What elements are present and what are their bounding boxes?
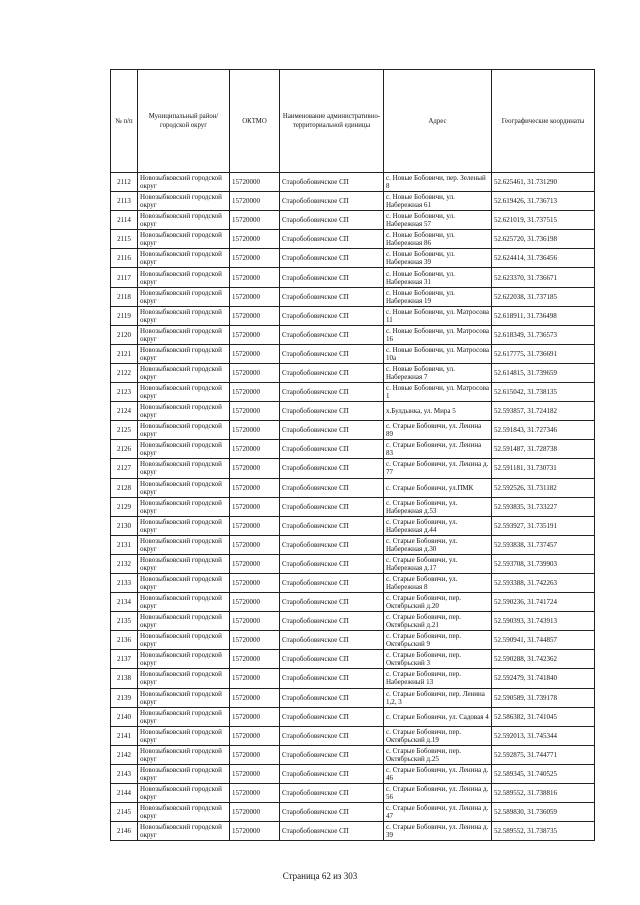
- oktmo-cell: 15720000: [230, 192, 280, 211]
- unit-cell: Старобобовичское СП: [280, 535, 384, 554]
- address-cell: с. Старые Бобовичи, ул. Ленина д. 39: [384, 822, 492, 841]
- coords-cell: 52.592875, 31.744771: [492, 745, 595, 764]
- unit-cell: Старобобовичское СП: [280, 211, 384, 230]
- address-cell: с. Старые Бобовичи, ул. Ленина 83: [384, 440, 492, 459]
- coords-cell: 52.590393, 31.743913: [492, 612, 595, 631]
- coords-cell: 52.625461, 31.731290: [492, 173, 595, 192]
- coords-cell: 52.593708, 31.739903: [492, 554, 595, 573]
- oktmo-cell: 15720000: [230, 612, 280, 631]
- oktmo-cell: 15720000: [230, 745, 280, 764]
- table-row: [111, 344, 595, 363]
- oktmo-cell: 15720000: [230, 230, 280, 249]
- oktmo-cell: 15720000: [230, 803, 280, 822]
- row-number: 2146: [111, 822, 138, 841]
- header-municipality: Муниципальный район/городской округ: [138, 70, 230, 173]
- oktmo-cell: 15720000: [230, 535, 280, 554]
- table-row: [111, 612, 595, 631]
- row-number: 2119: [111, 306, 138, 325]
- table-row: [111, 669, 595, 688]
- row-number: 2144: [111, 784, 138, 803]
- coords-cell: 52.618911, 31.736498: [492, 306, 595, 325]
- address-cell: с. Старые Бобовичи, ул. Ленина 89: [384, 421, 492, 440]
- unit-cell: Старобобовичское СП: [280, 745, 384, 764]
- oktmo-cell: 15720000: [230, 573, 280, 592]
- table-row: [111, 593, 595, 612]
- address-cell: с. Старые Бобовичи, пер. Октябрьский д.21: [384, 612, 492, 631]
- table-row: [111, 383, 595, 402]
- oktmo-cell: 15720000: [230, 822, 280, 841]
- coords-cell: 52.590236, 31.741724: [492, 593, 595, 612]
- address-cell: с. Старые Бобовичи, ул. Набережная д.30: [384, 535, 492, 554]
- oktmo-cell: 15720000: [230, 784, 280, 803]
- coords-cell: 52.589345, 31.740525: [492, 764, 595, 783]
- address-cell: с. Новые Бобовичи, пер. Зеленый 8: [384, 173, 492, 192]
- oktmo-cell: 15720000: [230, 669, 280, 688]
- unit-cell: Старобобовичское СП: [280, 402, 384, 421]
- municipality-cell: Новозыбковский городской округ: [138, 803, 230, 822]
- coords-cell: 52.590941, 31.744857: [492, 631, 595, 650]
- table-row: [111, 764, 595, 783]
- address-cell: с. Старые Бобовичи, пер. Октябрьский 3: [384, 650, 492, 669]
- row-number: 2131: [111, 535, 138, 554]
- header-unit: Наименование административно-территориальной единицы: [280, 70, 384, 173]
- row-number: 2142: [111, 745, 138, 764]
- table-row: [111, 784, 595, 803]
- row-number: 2135: [111, 612, 138, 631]
- row-number: 2122: [111, 363, 138, 382]
- municipality-cell: Новозыбковский городской округ: [138, 383, 230, 402]
- coords-cell: 52.591181, 31.730731: [492, 459, 595, 478]
- municipality-cell: Новозыбковский городской округ: [138, 688, 230, 707]
- coords-cell: 52.593927, 31.735191: [492, 516, 595, 535]
- oktmo-cell: 15720000: [230, 459, 280, 478]
- municipality-cell: Новозыбковский городской округ: [138, 173, 230, 192]
- row-number: 2121: [111, 344, 138, 363]
- row-number: 2117: [111, 268, 138, 287]
- row-number: 2125: [111, 421, 138, 440]
- row-number: 2143: [111, 764, 138, 783]
- unit-cell: Старобобовичское СП: [280, 192, 384, 211]
- row-number: 2115: [111, 230, 138, 249]
- municipality-cell: Новозыбковский городской округ: [138, 612, 230, 631]
- row-number: 2113: [111, 192, 138, 211]
- coords-cell: 52.592479, 31.741840: [492, 669, 595, 688]
- unit-cell: Старобобовичское СП: [280, 669, 384, 688]
- table-row: [111, 268, 595, 287]
- oktmo-cell: 15720000: [230, 516, 280, 535]
- address-cell: с. Старые Бобовичи, пер. Октябрьский д.25: [384, 745, 492, 764]
- table-row: [111, 650, 595, 669]
- row-number: 2124: [111, 402, 138, 421]
- coords-cell: 52.623370, 31.736671: [492, 268, 595, 287]
- coords-cell: 52.625720, 31.736198: [492, 230, 595, 249]
- municipality-cell: Новозыбковский городской округ: [138, 440, 230, 459]
- table-row: [111, 211, 595, 230]
- unit-cell: Старобобовичское СП: [280, 822, 384, 841]
- row-number: 2138: [111, 669, 138, 688]
- unit-cell: Старобобовичское СП: [280, 631, 384, 650]
- municipality-cell: Новозыбковский городской округ: [138, 497, 230, 516]
- municipality-cell: Новозыбковский городской округ: [138, 192, 230, 211]
- municipality-cell: Новозыбковский городской округ: [138, 287, 230, 306]
- oktmo-cell: 15720000: [230, 764, 280, 783]
- unit-cell: Старобобовичское СП: [280, 344, 384, 363]
- table-row: [111, 822, 595, 841]
- row-number: 2132: [111, 554, 138, 573]
- municipality-cell: Новозыбковский городской округ: [138, 554, 230, 573]
- table-row: [111, 478, 595, 497]
- municipality-cell: Новозыбковский городской округ: [138, 249, 230, 268]
- coords-cell: 52.589552, 31.738735: [492, 822, 595, 841]
- address-cell: с. Новые Бобовичи, ул. Набережная 86: [384, 230, 492, 249]
- unit-cell: Старобобовичское СП: [280, 707, 384, 726]
- municipality-cell: Новозыбковский городской округ: [138, 726, 230, 745]
- municipality-cell: Новозыбковский городской округ: [138, 268, 230, 287]
- table-row: [111, 573, 595, 592]
- coords-cell: 52.591843, 31.727346: [492, 421, 595, 440]
- address-cell: с. Новые Бобовичи, ул. Набережная 31: [384, 268, 492, 287]
- table-row: [111, 707, 595, 726]
- coords-cell: 52.614815, 31.739659: [492, 363, 595, 382]
- address-cell: с. Старые Бобовичи, ул. Набережная д.17: [384, 554, 492, 573]
- registry-table: [110, 69, 595, 841]
- coords-cell: 52.586382, 31.741045: [492, 707, 595, 726]
- address-cell: с. Новые Бобовичи, ул. Матросова 16: [384, 325, 492, 344]
- oktmo-cell: 15720000: [230, 726, 280, 745]
- oktmo-cell: 15720000: [230, 421, 280, 440]
- address-cell: с. Новые Бобовичи, ул. Набережная 61: [384, 192, 492, 211]
- row-number: 2145: [111, 803, 138, 822]
- address-cell: с. Старые Бобовичи, ул. Ленина д. 47: [384, 803, 492, 822]
- unit-cell: Старобобовичское СП: [280, 554, 384, 573]
- address-cell: с. Новые Бобовичи, ул. Набережная 39: [384, 249, 492, 268]
- municipality-cell: Новозыбковский городской округ: [138, 631, 230, 650]
- unit-cell: Старобобовичское СП: [280, 306, 384, 325]
- table-row: [111, 803, 595, 822]
- coords-cell: 52.593857, 31.724182: [492, 402, 595, 421]
- table-row: [111, 516, 595, 535]
- oktmo-cell: 15720000: [230, 650, 280, 669]
- unit-cell: Старобобовичское СП: [280, 478, 384, 497]
- header-coords: Географические координаты: [492, 70, 595, 173]
- table-row: [111, 249, 595, 268]
- row-number: 2112: [111, 173, 138, 192]
- address-cell: с. Старые Бобовичи, ул. Набережная 8: [384, 573, 492, 592]
- unit-cell: Старобобовичское СП: [280, 363, 384, 382]
- coords-cell: 52.618349, 31.736573: [492, 325, 595, 344]
- table-row: [111, 230, 595, 249]
- unit-cell: Старобобовичское СП: [280, 573, 384, 592]
- address-cell: с. Новые Бобовичи, ул. Набережная 7: [384, 363, 492, 382]
- unit-cell: Старобобовичское СП: [280, 764, 384, 783]
- municipality-cell: Новозыбковский городской округ: [138, 211, 230, 230]
- municipality-cell: Новозыбковский городской округ: [138, 669, 230, 688]
- coords-cell: 52.589552, 31.738816: [492, 784, 595, 803]
- table-row: [111, 287, 595, 306]
- row-number: 2120: [111, 325, 138, 344]
- table-row: [111, 440, 595, 459]
- coords-cell: 52.621019, 31.737515: [492, 211, 595, 230]
- row-number: 2137: [111, 650, 138, 669]
- table-row: [111, 745, 595, 764]
- oktmo-cell: 15720000: [230, 440, 280, 459]
- municipality-cell: Новозыбковский городской округ: [138, 478, 230, 497]
- oktmo-cell: 15720000: [230, 593, 280, 612]
- address-cell: с. Старые Бобовичи, ул.ПМК: [384, 478, 492, 497]
- coords-cell: 52.624414, 31.736456: [492, 249, 595, 268]
- table-row: [111, 497, 595, 516]
- table-row: [111, 726, 595, 745]
- municipality-cell: Новозыбковский городской округ: [138, 707, 230, 726]
- row-number: 2118: [111, 287, 138, 306]
- address-cell: х.Булдынка, ул. Мира 5: [384, 402, 492, 421]
- coords-cell: 52.589830, 31.736059: [492, 803, 595, 822]
- address-cell: с. Новые Бобовичи, ул. Набережная 57: [384, 211, 492, 230]
- unit-cell: Старобобовичское СП: [280, 383, 384, 402]
- municipality-cell: Новозыбковский городской округ: [138, 593, 230, 612]
- municipality-cell: Новозыбковский городской округ: [138, 363, 230, 382]
- table-row: [111, 363, 595, 382]
- municipality-cell: Новозыбковский городской округ: [138, 306, 230, 325]
- coords-cell: 52.619426, 31.736713: [492, 192, 595, 211]
- coords-cell: 52.617775, 31.736691: [492, 344, 595, 363]
- oktmo-cell: 15720000: [230, 363, 280, 382]
- row-number: 2130: [111, 516, 138, 535]
- address-cell: с. Старые Бобовичи, пер. Ленина 1,2, 3: [384, 688, 492, 707]
- row-number: 2134: [111, 593, 138, 612]
- oktmo-cell: 15720000: [230, 211, 280, 230]
- address-cell: с. Старые Бобовичи, ул. Ленина д. 46: [384, 764, 492, 783]
- coords-cell: 52.615042, 31.738135: [492, 383, 595, 402]
- oktmo-cell: 15720000: [230, 478, 280, 497]
- row-number: 2136: [111, 631, 138, 650]
- address-cell: с. Старые Бобовичи, пер. Октябрьский 9: [384, 631, 492, 650]
- municipality-cell: Новозыбковский городской округ: [138, 325, 230, 344]
- row-number: 2127: [111, 459, 138, 478]
- address-cell: с. Новые Бобовичи, ул. Набережная 19: [384, 287, 492, 306]
- address-cell: с. Старые Бобовичи, ул. Садовая 4: [384, 707, 492, 726]
- row-number: 2129: [111, 497, 138, 516]
- unit-cell: Старобобовичское СП: [280, 803, 384, 822]
- oktmo-cell: 15720000: [230, 325, 280, 344]
- unit-cell: Старобобовичское СП: [280, 650, 384, 669]
- coords-cell: 52.591487, 31.728738: [492, 440, 595, 459]
- address-cell: с. Старые Бобовичи, ул. Набережная д.44: [384, 516, 492, 535]
- address-cell: с. Старые Бобовичи, пер. Октябрьский д.20: [384, 593, 492, 612]
- row-number: 2133: [111, 573, 138, 592]
- header-oktmo: ОКТМО: [230, 70, 280, 173]
- address-cell: с. Новые Бобовичи, ул. Матросова 10а: [384, 344, 492, 363]
- table-row: [111, 325, 595, 344]
- municipality-cell: Новозыбковский городской округ: [138, 516, 230, 535]
- municipality-cell: Новозыбковский городской округ: [138, 822, 230, 841]
- address-cell: с. Новые Бобовичи, ул. Матросова 11: [384, 306, 492, 325]
- row-number: 2140: [111, 707, 138, 726]
- unit-cell: Старобобовичское СП: [280, 249, 384, 268]
- municipality-cell: Новозыбковский городской округ: [138, 745, 230, 764]
- coords-cell: 52.592526, 31.731182: [492, 478, 595, 497]
- address-cell: с. Новые Бобовичи, ул. Матросова 1: [384, 383, 492, 402]
- unit-cell: Старобобовичское СП: [280, 612, 384, 631]
- oktmo-cell: 15720000: [230, 249, 280, 268]
- unit-cell: Старобобовичское СП: [280, 440, 384, 459]
- unit-cell: Старобобовичское СП: [280, 325, 384, 344]
- row-number: 2139: [111, 688, 138, 707]
- address-cell: с. Старые Бобовичи, пер. Набережный 13: [384, 669, 492, 688]
- municipality-cell: Новозыбковский городской округ: [138, 573, 230, 592]
- unit-cell: Старобобовичское СП: [280, 421, 384, 440]
- table-row: [111, 306, 595, 325]
- oktmo-cell: 15720000: [230, 688, 280, 707]
- table-row: [111, 421, 595, 440]
- oktmo-cell: 15720000: [230, 631, 280, 650]
- oktmo-cell: 15720000: [230, 173, 280, 192]
- coords-cell: 52.592013, 31.745344: [492, 726, 595, 745]
- unit-cell: Старобобовичское СП: [280, 726, 384, 745]
- municipality-cell: Новозыбковский городской округ: [138, 402, 230, 421]
- oktmo-cell: 15720000: [230, 497, 280, 516]
- municipality-cell: Новозыбковский городской округ: [138, 421, 230, 440]
- address-cell: с. Старые Бобовичи, ул. Набережная д.53: [384, 497, 492, 516]
- oktmo-cell: 15720000: [230, 268, 280, 287]
- municipality-cell: Новозыбковский городской округ: [138, 459, 230, 478]
- row-number: 2114: [111, 211, 138, 230]
- unit-cell: Старобобовичское СП: [280, 268, 384, 287]
- coords-cell: 52.622038, 31.737185: [492, 287, 595, 306]
- unit-cell: Старобобовичское СП: [280, 497, 384, 516]
- coords-cell: 52.590589, 31.739178: [492, 688, 595, 707]
- oktmo-cell: 15720000: [230, 383, 280, 402]
- municipality-cell: Новозыбковский городской округ: [138, 344, 230, 363]
- oktmo-cell: 15720000: [230, 402, 280, 421]
- row-number: 2126: [111, 440, 138, 459]
- municipality-cell: Новозыбковский городской округ: [138, 650, 230, 669]
- municipality-cell: Новозыбковский городской округ: [138, 784, 230, 803]
- row-number: 2141: [111, 726, 138, 745]
- table-row: [111, 554, 595, 573]
- oktmo-cell: 15720000: [230, 707, 280, 726]
- unit-cell: Старобобовичское СП: [280, 593, 384, 612]
- unit-cell: Старобобовичское СП: [280, 784, 384, 803]
- table-row: [111, 535, 595, 554]
- row-number: 2128: [111, 478, 138, 497]
- row-number: 2123: [111, 383, 138, 402]
- address-cell: с. Старые Бобовичи, ул. Ленина д. 77: [384, 459, 492, 478]
- row-number: 2116: [111, 249, 138, 268]
- table-row: [111, 631, 595, 650]
- unit-cell: Старобобовичское СП: [280, 287, 384, 306]
- coords-cell: 52.593835, 31.733227: [492, 497, 595, 516]
- municipality-cell: Новозыбковский городской округ: [138, 764, 230, 783]
- address-cell: с. Старые Бобовичи, ул. Ленина д. 56: [384, 784, 492, 803]
- unit-cell: Старобобовичское СП: [280, 688, 384, 707]
- header-address: Адрес: [384, 70, 492, 173]
- table-row: [111, 459, 595, 478]
- coords-cell: 52.593388, 31.742263: [492, 573, 595, 592]
- page-footer: Страница 62 из 303: [282, 871, 358, 881]
- municipality-cell: Новозыбковский городской округ: [138, 230, 230, 249]
- coords-cell: 52.593838, 31.737457: [492, 535, 595, 554]
- table-row: [111, 688, 595, 707]
- oktmo-cell: 15720000: [230, 306, 280, 325]
- unit-cell: Старобобовичское СП: [280, 230, 384, 249]
- oktmo-cell: 15720000: [230, 287, 280, 306]
- oktmo-cell: 15720000: [230, 344, 280, 363]
- address-cell: с. Старые Бобовичи, пер. Октябрьский д.19: [384, 726, 492, 745]
- oktmo-cell: 15720000: [230, 554, 280, 573]
- coords-cell: 52.590288, 31.742362: [492, 650, 595, 669]
- unit-cell: Старобобовичское СП: [280, 516, 384, 535]
- table-row: [111, 192, 595, 211]
- table-row: [111, 173, 595, 192]
- unit-cell: Старобобовичское СП: [280, 173, 384, 192]
- unit-cell: Старобобовичское СП: [280, 459, 384, 478]
- municipality-cell: Новозыбковский городской округ: [138, 535, 230, 554]
- table-row: [111, 402, 595, 421]
- header-num: № п/п: [111, 70, 138, 173]
- table-header-row: [111, 70, 595, 173]
